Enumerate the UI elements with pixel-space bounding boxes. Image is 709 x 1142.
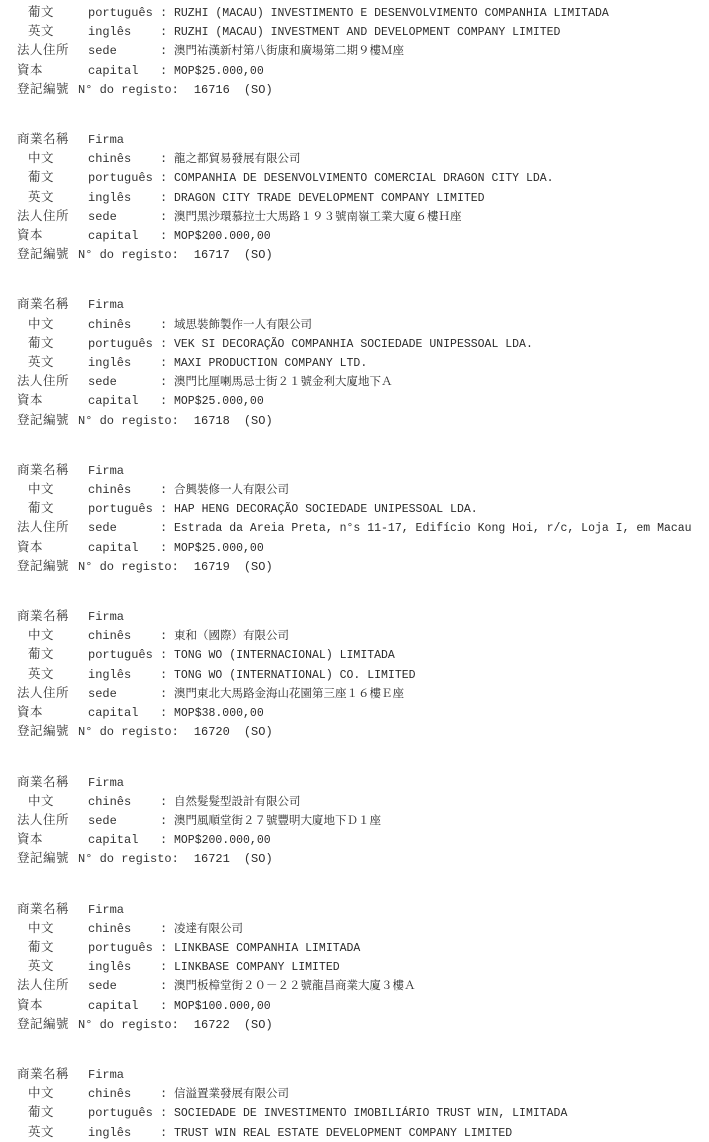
label-zh: 資本: [17, 831, 44, 847]
registry-number: 16719: [193, 559, 230, 574]
label-pt: capital: [88, 540, 139, 555]
label-pt: português: [88, 940, 153, 955]
entries-container: [0, 3, 709, 1142]
label-pt: sede: [88, 521, 117, 536]
label-pt: chinês: [88, 794, 132, 809]
field-value: 域思裝飾製作一人有限公司: [174, 318, 312, 332]
colon-separator: :: [160, 960, 168, 975]
label-pt: sede: [88, 209, 117, 224]
colon-separator: :: [160, 25, 168, 40]
label-zh: 法人住所: [17, 977, 70, 993]
row-english: [0, 188, 709, 207]
label-zh: 資本: [17, 704, 44, 720]
row-firm-header: [0, 130, 709, 149]
label-pt: N° do registo:: [78, 413, 179, 428]
colon-separator: :: [160, 63, 168, 78]
row-chinese: [0, 626, 709, 645]
label-pt: sede: [88, 686, 117, 701]
label-pt: capital: [88, 833, 139, 848]
label-pt: capital: [88, 706, 139, 721]
field-value: MOP$100.000,00: [174, 999, 271, 1013]
label-zh: 英文: [28, 23, 55, 39]
row-portuguese: [0, 334, 709, 353]
label-pt: português: [88, 648, 153, 663]
row-portuguese: [0, 1103, 709, 1122]
field-value: COMPANHIA DE DESENVOLVIMENTO COMERCIAL DRAGON CITY LDA.: [174, 172, 554, 186]
registry-entry: [0, 461, 709, 576]
row-capital: [0, 61, 709, 80]
label-zh: 中文: [28, 315, 55, 331]
label-zh: 資本: [17, 61, 44, 77]
colon-separator: :: [160, 375, 168, 390]
label-pt: português: [88, 336, 153, 351]
row-address: [0, 207, 709, 226]
colon-separator: :: [160, 483, 168, 498]
row-address: [0, 41, 709, 60]
label-zh: 中文: [28, 1085, 55, 1101]
row-registry-number: [0, 557, 709, 576]
registry-number: 16717: [193, 248, 230, 263]
label-pt: N° do registo:: [78, 725, 179, 740]
row-capital: [0, 996, 709, 1015]
label-zh: 資本: [17, 227, 44, 243]
label-zh: 法人住所: [17, 811, 70, 827]
label-zh: 法人住所: [17, 373, 70, 389]
label-zh: 葡文: [28, 938, 55, 954]
label-zh: 法人住所: [17, 207, 70, 223]
field-value: MOP$200.000,00: [174, 230, 271, 244]
label-pt: N° do registo:: [78, 559, 179, 574]
label-zh: 登記編號: [17, 557, 70, 573]
label-pt: N° do registo:: [78, 82, 179, 97]
label-pt: chinês: [88, 152, 132, 167]
row-registry-number: [0, 849, 709, 868]
row-capital: [0, 538, 709, 557]
row-chinese: [0, 792, 709, 811]
registry-suffix: (SO): [243, 1017, 273, 1032]
label-zh: 商業名稱: [17, 296, 70, 312]
label-zh: 葡文: [28, 646, 55, 662]
label-pt: capital: [88, 63, 139, 78]
row-address: [0, 372, 709, 391]
row-capital: [0, 703, 709, 722]
colon-separator: :: [160, 998, 168, 1013]
field-value: RUZHI (MACAU) INVESTMENT AND DEVELOPMENT COMPANY LIMITED: [174, 26, 561, 40]
label-pt: sede: [88, 979, 117, 994]
row-portuguese: [0, 168, 709, 187]
field-value: 澳門東北大馬路金海山花園第三座１６樓Ｅ座: [174, 687, 404, 701]
label-zh: 中文: [28, 792, 55, 808]
label-zh: 商業名稱: [17, 461, 70, 477]
colon-separator: :: [160, 317, 168, 332]
row-chinese: [0, 1084, 709, 1103]
label-zh: 登記編號: [17, 850, 70, 866]
colon-separator: :: [160, 940, 168, 955]
row-chinese: [0, 480, 709, 499]
label-zh: 葡文: [28, 4, 55, 19]
field-value: Estrada da Areia Preta, n°s 11-17, Edifício Kong Hoi, r/c, Loja I, em Macau: [174, 522, 692, 536]
row-address: [0, 518, 709, 537]
label-pt: chinês: [88, 483, 132, 498]
row-chinese: [0, 149, 709, 168]
row-firm-header: [0, 773, 709, 792]
row-english: [0, 353, 709, 372]
row-capital: [0, 391, 709, 410]
row-address: [0, 811, 709, 830]
row-firm-header: [0, 1065, 709, 1084]
label-zh: 中文: [28, 481, 55, 497]
registry-number: 16721: [193, 852, 230, 867]
label-pt: chinês: [88, 629, 132, 644]
colon-separator: :: [160, 502, 168, 517]
colon-separator: :: [160, 1125, 168, 1140]
row-portuguese: [0, 938, 709, 957]
field-value: 澳門板樟堂街２０－２２號龍昌商業大廈３樓Ａ: [174, 980, 416, 994]
field-value: LINKBASE COMPANY LIMITED: [174, 961, 340, 975]
registry-number: 16720: [193, 725, 230, 740]
colon-separator: :: [160, 394, 168, 409]
field-value: MOP$25.000,00: [174, 541, 264, 555]
label-zh: 法人住所: [17, 684, 70, 700]
field-value: TONG WO (INTERNACIONAL) LIMITADA: [174, 649, 395, 663]
label-pt: Firma: [88, 463, 125, 478]
label-pt: Firma: [88, 902, 125, 917]
colon-separator: :: [160, 336, 168, 351]
registry-suffix: (SO): [243, 559, 273, 574]
field-value: RUZHI (MACAU) INVESTIMENTO E DESENVOLVIMENTO COMPANHIA LIMITADA: [174, 7, 609, 20]
colon-separator: :: [160, 209, 168, 224]
label-zh: 資本: [17, 996, 44, 1012]
field-value: 澳門黑沙環慕拉士大馬路１９３號南嶺工業大廈６樓Ｈ座: [174, 210, 462, 224]
registry-entry: [0, 607, 709, 741]
registry-suffix: (SO): [243, 725, 273, 740]
label-pt: N° do registo:: [78, 1017, 179, 1032]
colon-separator: :: [160, 921, 168, 936]
colon-separator: :: [160, 1106, 168, 1121]
row-english: [0, 1123, 709, 1142]
label-pt: inglês: [88, 960, 132, 975]
label-zh: 商業名稱: [17, 131, 70, 147]
colon-separator: :: [160, 686, 168, 701]
field-value: HAP HENG DECORAÇÃO SOCIEDADE UNIPESSOAL LDA.: [174, 503, 478, 517]
label-zh: 中文: [28, 627, 55, 643]
label-zh: 資本: [17, 392, 44, 408]
label-pt: português: [88, 1106, 153, 1121]
row-registry-number: [0, 722, 709, 741]
label-zh: 英文: [28, 188, 55, 204]
colon-separator: :: [160, 813, 168, 828]
row-registry-number: [0, 411, 709, 430]
row-firm-header: [0, 607, 709, 626]
field-value: DRAGON CITY TRADE DEVELOPMENT COMPANY LIMITED: [174, 191, 485, 205]
label-pt: Firma: [88, 133, 125, 148]
registry-entry: [0, 3, 709, 99]
row-portuguese: [0, 499, 709, 518]
colon-separator: :: [160, 190, 168, 205]
label-pt: sede: [88, 375, 117, 390]
colon-separator: :: [160, 648, 168, 663]
row-english: [0, 957, 709, 976]
row-capital: [0, 830, 709, 849]
colon-separator: :: [160, 833, 168, 848]
label-zh: 中文: [28, 919, 55, 935]
field-value: 澳門祐漢新村第八街康和廣場第二期９樓Ｍ座: [174, 45, 404, 59]
colon-separator: :: [160, 356, 168, 371]
label-pt: inglês: [88, 667, 132, 682]
registry-suffix: (SO): [243, 413, 273, 428]
row-firm-header: [0, 461, 709, 480]
registry-entry: [0, 1065, 709, 1142]
label-pt: Firma: [88, 1067, 125, 1082]
registry-suffix: (SO): [243, 248, 273, 263]
colon-separator: :: [160, 706, 168, 721]
label-zh: 英文: [28, 665, 55, 681]
field-value: 澳門風順堂街２７號豐明大廈地下Ｄ１座: [174, 814, 381, 828]
field-value: 龍之都貿易發展有限公司: [174, 153, 301, 167]
label-pt: chinês: [88, 1087, 132, 1102]
registry-entry: [0, 295, 709, 429]
label-pt: capital: [88, 394, 139, 409]
row-registry-number: [0, 1015, 709, 1034]
label-pt: chinês: [88, 921, 132, 936]
registry-number: 16718: [193, 413, 230, 428]
field-value: 東和（國際）有限公司: [174, 630, 289, 644]
row-chinese: [0, 919, 709, 938]
field-value: MAXI PRODUCTION COMPANY LTD.: [174, 357, 368, 371]
label-pt: sede: [88, 813, 117, 828]
label-pt: inglês: [88, 1125, 132, 1140]
field-value: 澳門比厘喇馬忌士街２１號金利大廈地下Ａ: [174, 376, 393, 390]
row-portuguese: [0, 3, 709, 22]
field-value: MOP$200.000,00: [174, 834, 271, 848]
field-value: 合興裝修一人有限公司: [174, 484, 289, 498]
label-pt: chinês: [88, 317, 132, 332]
label-zh: 登記編號: [17, 723, 70, 739]
field-value: MOP$25.000,00: [174, 64, 264, 78]
row-address: [0, 976, 709, 995]
colon-separator: :: [160, 979, 168, 994]
colon-separator: :: [160, 171, 168, 186]
colon-separator: :: [160, 521, 168, 536]
registry-number: 16722: [193, 1017, 230, 1032]
label-pt: inglês: [88, 356, 132, 371]
field-value: 自然髮髮型設計有限公司: [174, 795, 301, 809]
row-portuguese: [0, 645, 709, 664]
label-pt: N° do registo:: [78, 852, 179, 867]
label-pt: Firma: [88, 298, 125, 313]
label-zh: 葡文: [28, 1104, 55, 1120]
field-value: TONG WO (INTERNATIONAL) CO. LIMITED: [174, 668, 416, 682]
row-english: [0, 665, 709, 684]
row-firm-header: [0, 900, 709, 919]
label-pt: português: [88, 502, 153, 517]
row-address: [0, 684, 709, 703]
colon-separator: :: [160, 152, 168, 167]
label-zh: 葡文: [28, 500, 55, 516]
label-pt: português: [88, 6, 153, 20]
row-firm-header: [0, 295, 709, 314]
label-zh: 登記編號: [17, 411, 70, 427]
label-zh: 英文: [28, 1123, 55, 1139]
colon-separator: :: [160, 44, 168, 59]
registry-entry: [0, 900, 709, 1034]
row-registry-number: [0, 245, 709, 264]
label-pt: capital: [88, 998, 139, 1013]
label-zh: 資本: [17, 538, 44, 554]
label-pt: inglês: [88, 25, 132, 40]
label-pt: capital: [88, 229, 139, 244]
row-english: [0, 22, 709, 41]
label-zh: 登記編號: [17, 80, 70, 96]
colon-separator: :: [160, 629, 168, 644]
label-zh: 登記編號: [17, 246, 70, 262]
label-zh: 法人住所: [17, 42, 70, 58]
field-value: LINKBASE COMPANHIA LIMITADA: [174, 941, 361, 955]
colon-separator: :: [160, 229, 168, 244]
label-zh: 葡文: [28, 169, 55, 185]
label-zh: 英文: [28, 958, 55, 974]
colon-separator: :: [160, 540, 168, 555]
label-zh: 英文: [28, 354, 55, 370]
field-value: SOCIEDADE DE INVESTIMENTO IMOBILIÁRIO TRUST WIN, LIMITADA: [174, 1107, 568, 1121]
label-zh: 商業名稱: [17, 1065, 70, 1081]
row-chinese: [0, 315, 709, 334]
registry-entry: [0, 130, 709, 264]
colon-separator: :: [160, 667, 168, 682]
field-value: TRUST WIN REAL ESTATE DEVELOPMENT COMPANY LIMITED: [174, 1126, 513, 1140]
registry-suffix: (SO): [243, 852, 273, 867]
label-pt: N° do registo:: [78, 248, 179, 263]
label-pt: Firma: [88, 610, 125, 625]
row-capital: [0, 226, 709, 245]
field-value: 凌達有限公司: [174, 922, 243, 936]
row-registry-number: [0, 80, 709, 99]
label-pt: Firma: [88, 775, 125, 790]
registry-entry: [0, 773, 709, 869]
label-pt: português: [88, 171, 153, 186]
registry-suffix: (SO): [243, 82, 273, 97]
colon-separator: :: [160, 1087, 168, 1102]
label-pt: sede: [88, 44, 117, 59]
label-zh: 法人住所: [17, 519, 70, 535]
field-value: MOP$25.000,00: [174, 395, 264, 409]
label-zh: 商業名稱: [17, 900, 70, 916]
field-value: VEK SI DECORAÇÃO COMPANHIA SOCIEDADE UNIPESSOAL LDA.: [174, 337, 533, 351]
label-zh: 商業名稱: [17, 608, 70, 624]
registry-number: 16716: [193, 82, 230, 97]
field-value: 信溢置業發展有限公司: [174, 1088, 289, 1102]
field-value: MOP$38.000,00: [174, 707, 264, 721]
label-zh: 中文: [28, 150, 55, 166]
colon-separator: :: [160, 794, 168, 809]
label-zh: 商業名稱: [17, 773, 70, 789]
colon-separator: :: [160, 6, 168, 20]
label-zh: 登記編號: [17, 1015, 70, 1031]
label-pt: inglês: [88, 190, 132, 205]
label-zh: 葡文: [28, 334, 55, 350]
